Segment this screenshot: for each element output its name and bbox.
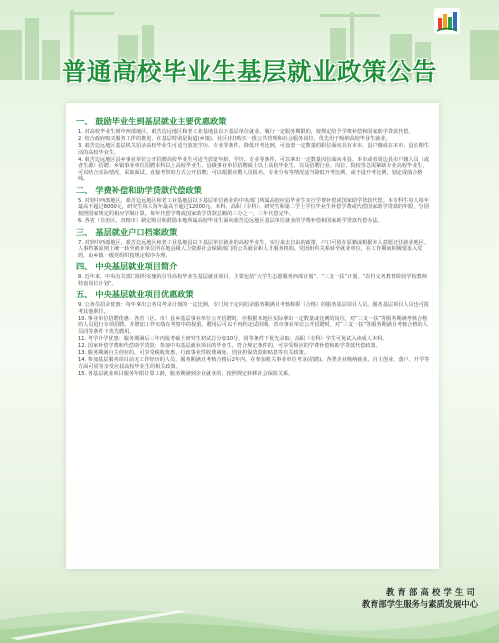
section-4 <box>76 261 431 287</box>
org-line-1: 教育部高校学生司 <box>386 587 478 597</box>
policy-item: 1. 对高校毕业生到中西部地区、艰苦边远地区和老工业基地县以下基层单位就业、履行一定服务期限的，按规定给予学费补偿和国家助学贷款代偿。 <box>78 129 414 135</box>
policy-item: 14. 参加基层服务项目前无工作经历的人员，服务期满且考核合格后2年内，在参加机关事业单位考录(招聘)、各类企业吸纳就业、自主创业、落户、升学等方面可同等享受应届高校毕业生的相关政策。 <box>78 357 430 370</box>
section-number: 四、 <box>76 261 93 272</box>
policy-item: 4. 艰苦边远地区县乡事业单位公开招聘高校毕业生可适当放宽年龄、学历、专业等条件，可以拿出一定数量岗位面向本县、本市或者周边县市户籍人员（或者生源）招聘；乡镇事业单位招聘本科以上高校毕业生、县级事业单位招聘硕士以上高校毕业生，以及招聘行业、岗位、院校等急需紧缺专业高校毕业生，可以结合实际情况，采取面试、直接考察的方式公开招聘；可以根据应聘人员报名、专业分布等情况适当降低开考比例，或不设开考比例，划定成绩合格线。 <box>78 156 429 183</box>
section-heading <box>76 185 431 196</box>
org-line-2: 教育部学生服务与素质发展中心 <box>361 599 478 609</box>
section-3 <box>76 227 431 260</box>
section-title: 鼓励毕业生到基层就业主要优惠政策 <box>95 116 227 126</box>
policy-content-panel <box>66 103 439 569</box>
policy-item: 11. 考学升学优惠：服务期满后三年内报考硕士研究生初试总分加10分，同等条件下优先录取；高职（专科）学生可免试入读成人本科。 <box>78 336 388 343</box>
policy-item: 8. 近年来，中央有关部门组织实施的引导高校毕业生基层就业项目，主要包括“大学生志愿服务西部计划”、“三支一扶”计划、“农村义务教育阶段学校教师特设岗位计划”。 <box>78 274 427 287</box>
policy-item: 2. 结合政府购买服务工作的推进，在基层特别是街道(乡镇)、社区(村)购买一批公共管理和社会服务岗位，优先用于吸纳高校毕业生就业。 <box>78 136 391 143</box>
policy-item: 6. 各省（自治区、直辖市）制定吸引和鼓励本地所属高校毕业生面向艰苦边远地区基层单位就业的学费补偿和国家助学贷款代偿办法。 <box>78 218 383 225</box>
policy-item: 9. 公务员招录优惠：每年拿出公务员考录计划的一定比例，专门用于定向招录服务期满且考核称职（合格）的服务基层项目人员。服务基层项目人员也可报考其他职位。 <box>78 302 429 315</box>
policy-item: 5. 对到中西部地区、艰苦边远地区和老工业基地县以下基层单位就业的中央部门所属高校应届毕业生实行学费补偿或国家助学贷款代偿。本专科生每人每年最高不超过8000元，研究生每人每年最高不超过12000元。本科、高职（专科）、研究生和第二学士学位毕业生补偿学费或代偿国家助学贷款的年限，分别按照国家规定的相应学制计算。每年代偿学费或国家助学贷款总额的三分之一，三年代偿完毕。 <box>78 197 429 217</box>
section-number: 五、 <box>76 289 93 300</box>
section-5 <box>76 289 431 377</box>
section-2 <box>76 185 431 225</box>
section-1 <box>76 116 431 183</box>
section-title: 基层就业户口档案政策 <box>95 226 178 237</box>
section-title: 学费补偿和助学贷款代偿政策 <box>95 184 202 195</box>
policy-item: 12. 国家补偿学费和代偿助学贷款：参加中央基层就业项目的毕业生，符合规定条件的，可享受相应的学费补偿和助学贷款代偿政策。 <box>78 343 381 350</box>
section-title: 中央基层就业项目优惠政策 <box>95 289 194 300</box>
section-number: 三、 <box>76 226 93 237</box>
issuing-organizations <box>268 587 478 610</box>
section-number: 一、 <box>76 116 93 126</box>
section-heading <box>76 289 431 300</box>
section-heading <box>76 116 431 127</box>
policy-item: 3. 艰苦边远地区基层机关招录高校毕业生可适当放宽学历、专业等条件，降低开考比例，可设置一定数量的职位面向具有本市、县户籍或在本市、县长期生活的高校毕业生。 <box>78 143 429 156</box>
policy-item: 7. 对到中西部地区、艰苦边远地区和老工业基地县以下基层单位就业的高校毕业生，实行来去自由的政策，户口可留在原籍或根据本人意愿迁往就业地区。人事档案原则上统一转至就业单位所在地县级人力资源社会保障部门的公共就业和人才服务机构。党团组织关系转至就业单位，在工作期间积极要求入党的，由乡镇一级党组织按规定程序办理。 <box>78 239 429 259</box>
section-title: 中央基层就业项目简介 <box>95 261 178 272</box>
policy-item: 15. 各基层就业项目服务年限计算工龄，服务期满到企业就业的，按照规定转移社会保险关系。 <box>78 370 294 377</box>
poster-title: 普通高校毕业生基层就业政策公告 <box>62 57 437 86</box>
logo-icon <box>432 6 462 36</box>
section-heading <box>76 227 431 238</box>
policy-item: 10. 事业单位招聘优惠：各省（区、市）县乡基层事业单位公开招聘时，应根据本地区实际拿出一定数量或比例的岗位，对“三支一扶”等服务期满考核合格的人员进行专项招聘，并增加工作实绩在考察中的权重。聘用后可以不再约定试用期。省市事业单位公开招聘时，对“三支一扶”等服务期满且考核合格的人员同等条件下优先聘用。 <box>78 315 428 335</box>
section-number: 二、 <box>76 184 93 195</box>
section-heading <box>76 261 431 272</box>
policy-item: 13. 服务期满自主创业的，可享受税收优惠、行政事业性收费减免、创业担保贷款和贴息等有关政策。 <box>78 350 309 357</box>
